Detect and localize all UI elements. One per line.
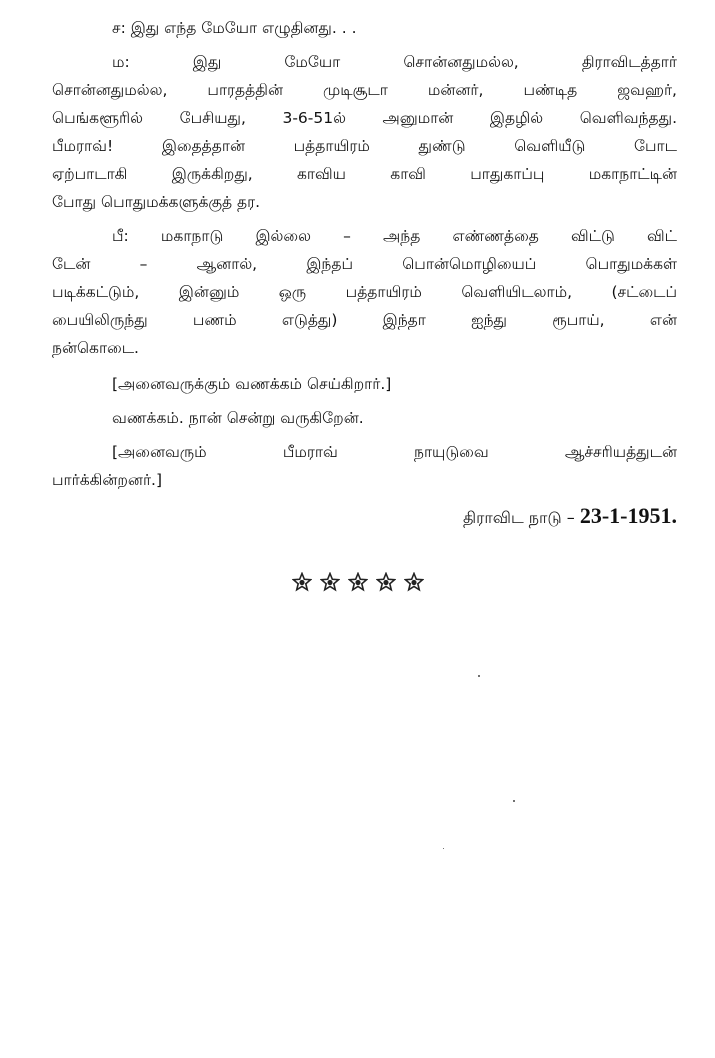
- dialogue-line: பெங்களூரில் பேசியது, 3-6-51ல் அனுமான் இதழில் வெளிவந்தது.: [52, 109, 677, 127]
- star-icon: [292, 572, 312, 592]
- dialogue-line: [அனைவருக்கும் வணக்கம் செய்கிறார்.]: [112, 375, 392, 393]
- stage-direction: [52, 438, 677, 494]
- scan-speck: [443, 848, 444, 849]
- scan-speck: [478, 675, 480, 677]
- paragraph-5: [52, 404, 677, 432]
- dialogue-line: ஏற்பாடாகி இருக்கிறது, காவிய காவி பாதுகாப்பு மகாநாட்டின்: [52, 165, 677, 183]
- source-citation: [52, 502, 677, 532]
- dialogue-line: சொன்னதுமல்ல, பாரதத்தின் முடிசூடா மன்னர், பண்டித ஜவஹர்,: [52, 81, 677, 99]
- star-icon: [376, 572, 396, 592]
- star-icon: [348, 572, 368, 592]
- star-icon: [404, 572, 424, 592]
- source-date: 23-1-1951.: [579, 503, 677, 528]
- dialogue-line: பார்க்கின்றனர்.]: [52, 471, 163, 489]
- stars-ornament: [0, 572, 715, 596]
- dialogue-line: ம: இது மேயோ சொன்னதுமல்ல, திராவிடத்தார்: [112, 53, 677, 71]
- dialogue-line: நன்கொடை.: [52, 339, 139, 357]
- paragraph-3: [52, 222, 677, 362]
- stage-direction: [52, 370, 677, 398]
- dialogue-line: [அனைவரும் பீமராவ் நாயுடுவை ஆச்சரியத்துடன்: [112, 443, 677, 461]
- paragraph-1: [52, 14, 677, 42]
- dialogue-line: வணக்கம். நான் சென்று வருகிறேன்.: [112, 409, 364, 427]
- scan-speck: [513, 800, 515, 802]
- source-name: திராவிட நாடு –: [463, 508, 575, 527]
- document-page: [52, 14, 677, 532]
- dialogue-line: போது பொதுமக்களுக்குத் தர.: [52, 193, 261, 211]
- star-icon: [320, 572, 340, 592]
- dialogue-line: டேன் – ஆனால், இந்தப் பொன்மொழியைப் பொதுமக்கள்: [52, 255, 677, 273]
- dialogue-line: ச: இது எந்த மேயோ எழுதினது. . .: [112, 19, 357, 37]
- dialogue-line: பீமராவ்! இதைத்தான் பத்தாயிரம் துண்டு வெளியீடு போட: [52, 137, 677, 155]
- dialogue-line: பையிலிருந்து பணம் எடுத்து) இந்தா ஐந்து ரூபாய், என்: [52, 311, 677, 329]
- dialogue-line: பீ: மகாநாடு இல்லை – அந்த எண்ணத்தை விட்டு விட்: [112, 227, 677, 245]
- dialogue-line: படிக்கட்டும், இன்னும் ஒரு பத்தாயிரம் வெளியிடலாம், (சட்டைப்: [52, 283, 677, 301]
- paragraph-2: [52, 48, 677, 216]
